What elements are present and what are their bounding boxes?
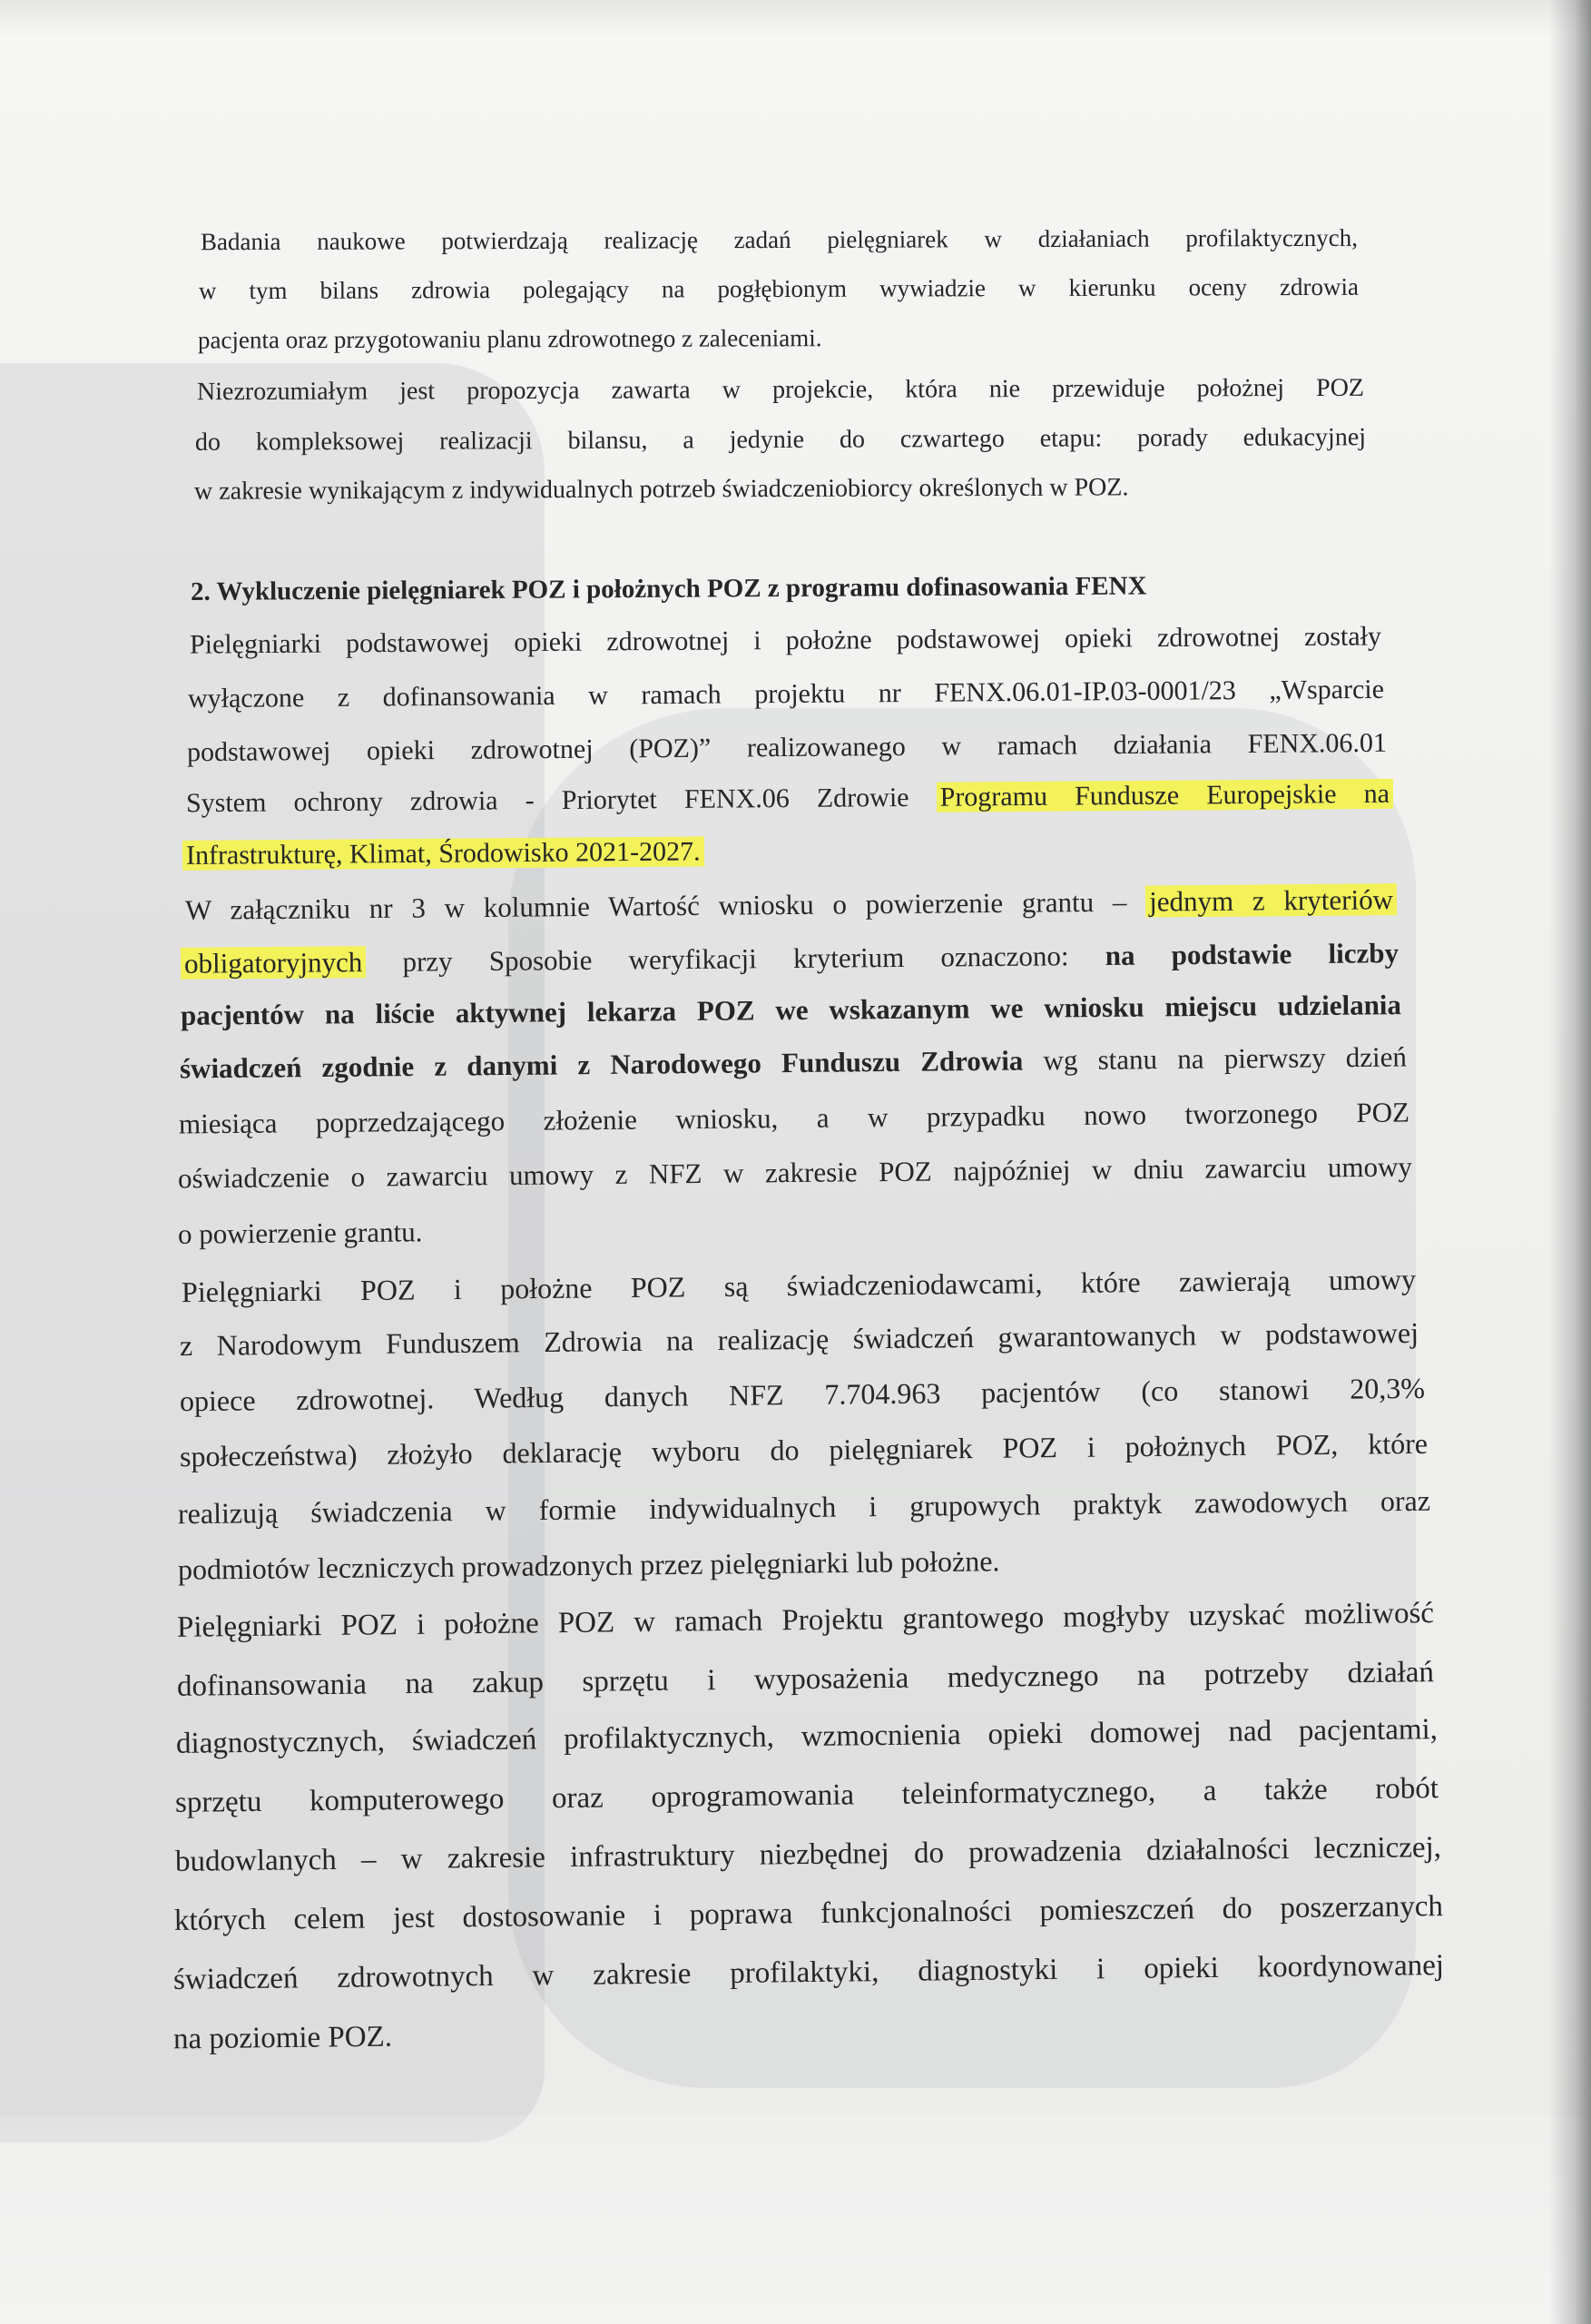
- para4-line1: Pielęgniarki POZ i położne POZ są świadczeniodawcami, które zawierają umowy: [181, 1262, 1417, 1309]
- para5-line8: na poziomie POZ.: [172, 2020, 393, 2056]
- section2-line2: wyłączone z dofinansowania w ramach projektu nr FENX.06.01-IP.03-0001/23 „Wsparcie: [187, 674, 1385, 714]
- para2-line1: Niezrozumiałym jest propozycja zawarta w projekcie, która nie przewiduje położnej POZ: [196, 373, 1365, 407]
- para5-line5: budowlanych – w zakresie infrastruktury niezbędnej do prowadzenia działalności leczniczej,: [174, 1831, 1442, 1878]
- para3-line2-text: przy Sposobie weryfikacji kryterium oznaczono:: [402, 940, 1069, 978]
- para3-line2-bold: na podstawie liczby: [1105, 937, 1399, 971]
- para3-line2: [181, 936, 1399, 981]
- section2-line3: podstawowej opieki zdrowotnej (POZ)” realizowanego w ramach działania FENX.06.01: [186, 727, 1388, 768]
- para3-line5: miesiąca poprzedzającego złożenie wniosku, a w przypadku nowo tworzonego POZ: [178, 1096, 1410, 1140]
- para3-line1-text: W załączniku nr 3 w kolumnie Wartość wniosku o powierzenie grantu –: [184, 885, 1127, 926]
- highlight-infrastrukture: Infrastrukturę, Klimat, Środowisko 2021-2027.: [182, 836, 704, 871]
- section2-line4: [186, 777, 1393, 821]
- para5-line4: sprzętu komputerowego oraz oprogramowania teleinformatycznego, a także robót: [174, 1772, 1439, 1819]
- para3-line1: [185, 882, 1397, 928]
- para4-line2: z Narodowym Funduszem Zdrowia na realizację świadczeń gwarantowanych w podstawowej: [179, 1315, 1419, 1363]
- section2-heading: 2. Wykluczenie pielęgniarek POZ i położnych POZ z programu dofinasowania FENX: [190, 571, 1147, 606]
- para4-line3: opiece zdrowotnej. Według danych NFZ 7.704.963 pacjentów (co stanowi 20,3%: [179, 1371, 1426, 1418]
- para1-line3: pacjenta oraz przygotowaniu planu zdrowotnego z zaleceniami.: [197, 324, 822, 354]
- section2-line5: [182, 832, 1090, 872]
- para5-line3: diagnostycznych, świadczeń profilaktycznych, wzmocnienia opieki domowej nad pacjentami,: [175, 1713, 1439, 1760]
- para3-line6: oświadczenie o zawarciu umowy z NFZ w zakresie POZ najpóźniej w dniu zawarciu umowy: [177, 1150, 1413, 1195]
- para3-line7: o powierzenie grantu.: [177, 1216, 423, 1250]
- para3-line3: pacjentów na liście aktywnej lekarza POZ we wskazanym we wniosku miejscu udzielania: [180, 989, 1402, 1031]
- para1-line1: Badania naukowe potwierdzają realizację zadań pielęgniarek w działaniach profilaktycznych,: [200, 223, 1359, 256]
- para5-line7: świadczeń zdrowotnych w zakresie profilaktyki, diagnostyki i opieki koordynowanej: [172, 1949, 1445, 1996]
- para3-line4: [180, 1040, 1407, 1088]
- para2-line2: do kompleksowej realizacji bilansu, a jedynie do czwartego etapu: porady edukacyjnej: [194, 423, 1367, 457]
- para5-line2: dofinansowania na zakup sprzętu i wyposażenia medycznego na potrzeby działań: [176, 1656, 1435, 1703]
- para4-line4: społeczeństwa) złożyło deklarację wyboru do pielęgniarek POZ i położnych POZ, które: [179, 1426, 1429, 1473]
- section2-line4-text: System ochrony zdrowia - Priorytet FENX.06 Zdrowie: [185, 782, 909, 819]
- highlight-obligatoryjnych: obligatoryjnych: [181, 946, 367, 980]
- highlight-jednym-z-kryteriow: jednym z kryteriów: [1145, 883, 1397, 917]
- para3-line4-text: wg stanu na pierwszy dzień: [1043, 1040, 1408, 1077]
- section2-line1: Pielęgniarki podstawowej opieki zdrowotnej i położne podstawowej opieki zdrowotnej zostały: [189, 621, 1382, 660]
- para2-line3: w zakresie wynikającym z indywidualnych potrzeb świadczeniobiorcy określonych w POZ.: [193, 473, 1129, 506]
- para1-line2: w tym bilans zdrowia polegający na pogłębionym wywiadzie w kierunku oceny zdrowia: [198, 272, 1360, 305]
- para4-line6: podmiotów leczniczych prowadzonych przez pielęgniarki lub położne.: [177, 1544, 1000, 1586]
- para5-line1: Pielęgniarki POZ i położne POZ w ramach Projektu grantowego mogłyby uzyskać możliwość: [176, 1597, 1435, 1644]
- para4-line5: realizują świadczenia w formie indywidualnych i grupowych praktyk zawodowych oraz: [177, 1483, 1431, 1531]
- para3-line4-bold: świadczeń zgodnie z danymi z Narodowego Funduszu Zdrowia: [179, 1044, 1024, 1085]
- para5-line6: których celem jest dostosowanie i poprawa funkcjonalności pomieszczeń do poszerzanych: [173, 1890, 1444, 1937]
- highlight-programu: Programu Fundusze Europejskie na: [937, 779, 1394, 812]
